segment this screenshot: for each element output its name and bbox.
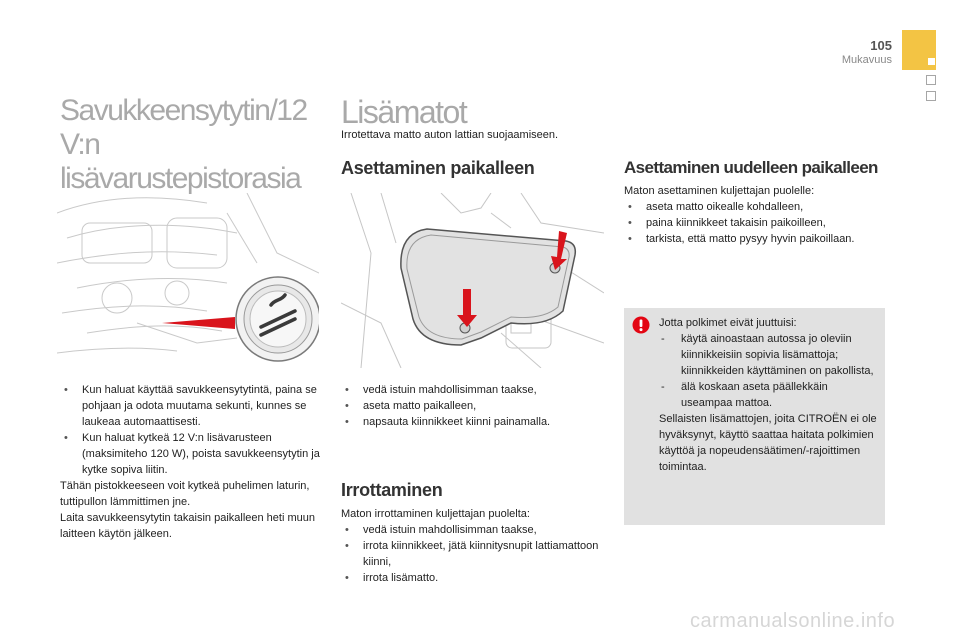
mats-intro: Irrotettava matto auton lattian suojaamiseen. xyxy=(341,129,559,141)
removal-steps xyxy=(341,506,606,586)
list-item: • vedä istuin mahdollisimman taakse, xyxy=(341,382,606,398)
section-title: Mukavuus xyxy=(841,54,892,66)
paragraph: Jotta polkimet eivät juuttuisi: xyxy=(659,317,797,329)
floor-mat-drawing xyxy=(341,193,604,368)
list-item: • irrota lisämatto. xyxy=(341,570,606,586)
fitting-steps xyxy=(341,382,606,430)
list-item: • paina kiinnikkeet takaisin paikoilleen, xyxy=(624,215,889,231)
cigarette-lighter-illustration xyxy=(57,193,319,368)
list-item: • irrota kiinnikkeet, jätä kiinnitysnupit lattiamattoon kiinni, xyxy=(341,538,606,570)
fitting-heading: Asettaminen paikalleen xyxy=(341,158,535,178)
paragraph: Laita savukkeensytytin takaisin paikalleen heti muun laitteen käytön jälkeen. xyxy=(60,512,315,540)
paragraph: Maton irrottaminen kuljettajan puolelta: xyxy=(341,508,530,520)
list-item: • Kun haluat käyttää savukkeensytytintä, paina se pohjaan ja odota muutama sekunti, kunnes se laukeaa automaattisesti. xyxy=(60,382,322,430)
lighter-title-line: lisävarustepistorasia xyxy=(60,162,301,195)
paragraph: Sellaisten lisämattojen, joita CITROËN ei ole hyväksynyt, käyttö saattaa haitata polkimien käyttöä ja nopeudensäätimen/-rajoittimen toimintaa. xyxy=(659,413,877,473)
list-item: • aseta matto oikealle kohdalleen, xyxy=(624,199,889,215)
chapter-tab[interactable] xyxy=(926,91,936,101)
list-item: • Kun haluat kytkeä 12 V:n lisävarusteen (maksimiteho 120 W), poista savukkeensytytin ja kytke sopiva liitin. xyxy=(60,430,322,478)
list-item: • vedä istuin mahdollisimman taakse, xyxy=(341,522,606,538)
chapter-tab-active[interactable] xyxy=(902,30,936,70)
chapter-tab[interactable] xyxy=(926,75,936,85)
page-number: 105 xyxy=(870,38,892,53)
list-item: - älä koskaan aseta päällekkäin useampaa mattoa. xyxy=(659,379,881,411)
floor-mat-illustration xyxy=(341,193,604,368)
cigarette-lighter-drawing xyxy=(57,193,319,368)
lighter-text xyxy=(60,382,322,542)
paragraph: Tähän pistokkeeseen voit kytkeä puhelimen laturin, tuttipullon lämmittimen jne. xyxy=(60,480,310,508)
refitting-heading: Asettaminen uudelleen paikalleen xyxy=(624,158,878,177)
list-item: • tarkista, että matto pysyy hyvin paikoillaan. xyxy=(624,231,889,247)
paragraph: Maton asettaminen kuljettajan puolelle: xyxy=(624,185,815,197)
list-item: • aseta matto paikalleen, xyxy=(341,398,606,414)
refitting-steps xyxy=(624,183,889,247)
list-item: • napsauta kiinnikkeet kiinni painamalla. xyxy=(341,414,606,430)
lighter-title-line: Savukkeensytytin/12 V:n xyxy=(60,94,307,161)
removal-heading: Irrottaminen xyxy=(341,480,443,500)
warning-icon xyxy=(632,316,650,334)
warning-text xyxy=(659,315,881,475)
list-item: - käytä ainoastaan autossa jo oleviin kiinnikkeisiin sopivia lisämattoja; kiinnikkeiden käyttäminen on pakollista, xyxy=(659,331,881,379)
mats-title: Lisämatot xyxy=(341,94,467,130)
watermark: carmanualsonline.info xyxy=(690,610,896,632)
floor-mat xyxy=(401,229,575,345)
warning-box xyxy=(624,308,885,525)
lighter-title xyxy=(60,94,340,196)
